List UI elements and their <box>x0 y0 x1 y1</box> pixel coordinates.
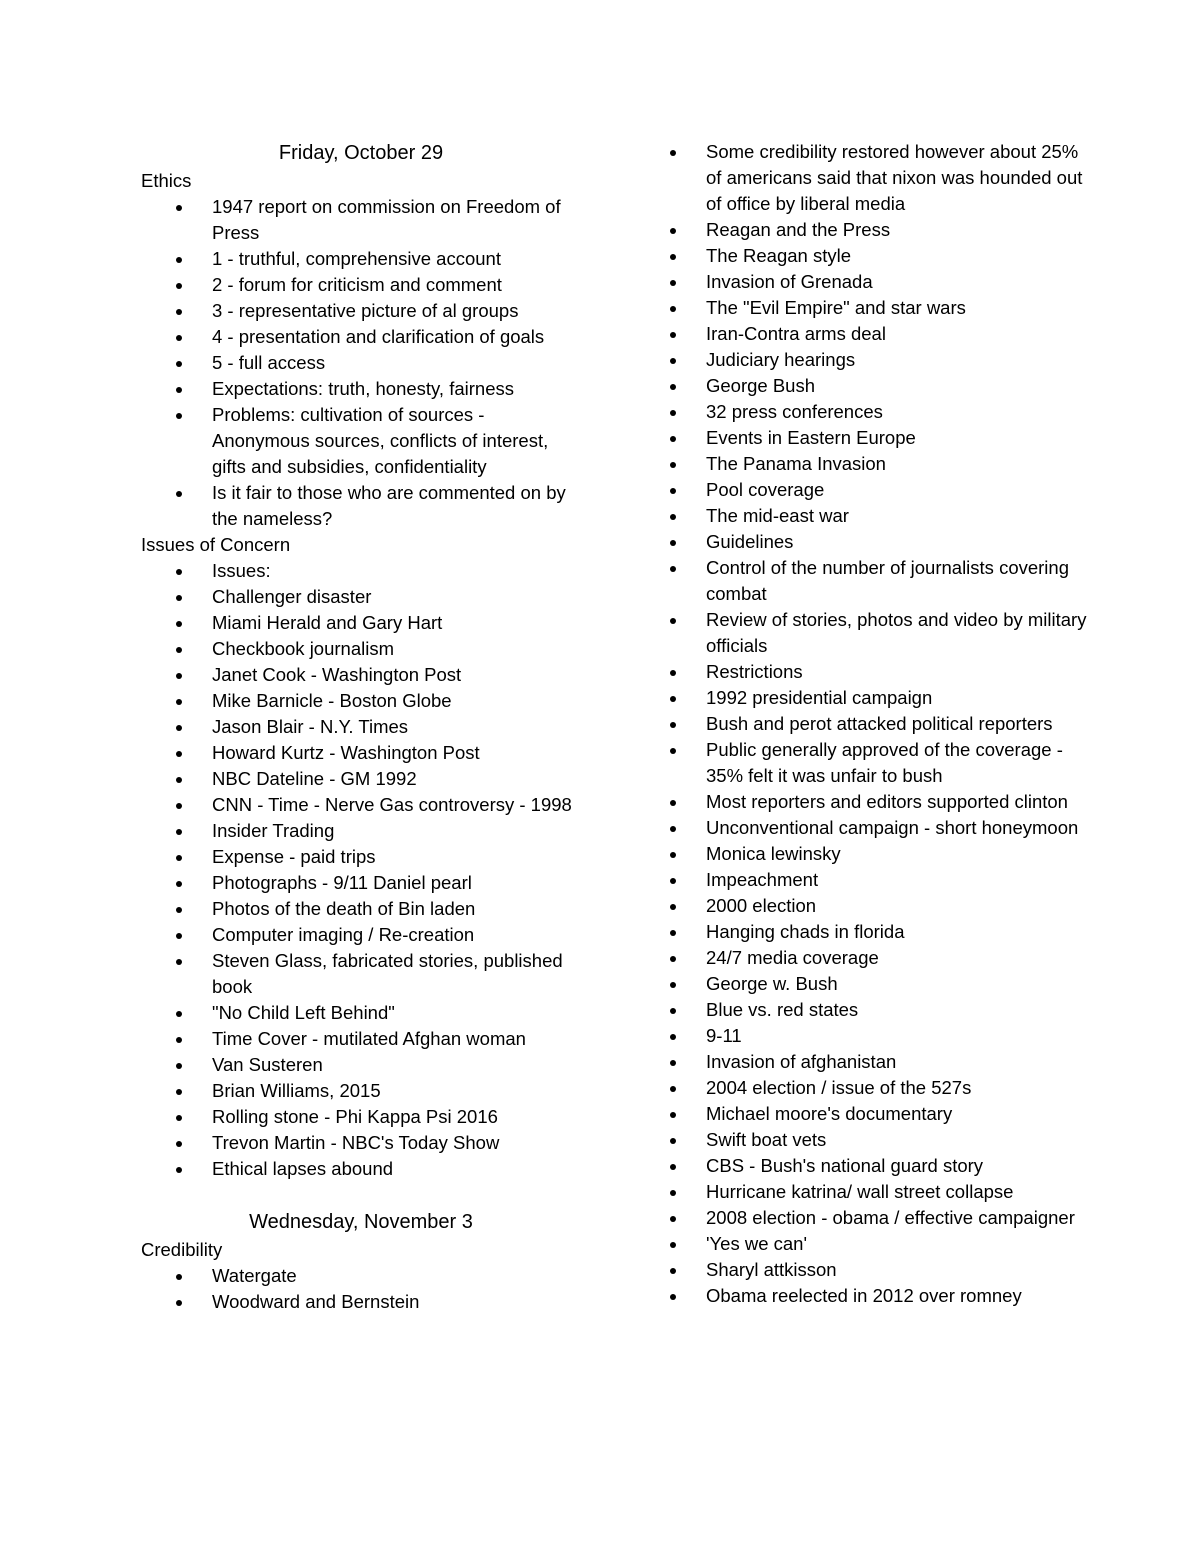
list-item <box>706 997 1090 1023</box>
bullet-icon <box>176 361 182 367</box>
list-item <box>212 324 581 350</box>
item-text: Rolling stone - Phi Kappa Psi 2016 <box>212 1106 498 1127</box>
item-text: The mid-east war <box>706 505 849 526</box>
item-text: Hanging chads in florida <box>706 921 905 942</box>
bullet-icon <box>670 696 676 702</box>
item-text: 1 - truthful, comprehensive account <box>212 248 501 269</box>
bullet-icon <box>670 436 676 442</box>
item-text: Pool coverage <box>706 479 825 500</box>
bullet-icon <box>176 1011 182 1017</box>
bullet-icon <box>176 725 182 731</box>
item-text: Mike Barnicle - Boston Globe <box>212 690 452 711</box>
list-item <box>212 766 581 792</box>
bullet-icon <box>176 491 182 497</box>
item-text: Obama reelected in 2012 over romney <box>706 1285 1022 1306</box>
bullet-icon <box>670 306 676 312</box>
item-text: Events in Eastern Europe <box>706 427 916 448</box>
bullet-icon <box>176 569 182 575</box>
bullet-icon <box>176 1141 182 1147</box>
bullet-icon <box>670 410 676 416</box>
bullet-icon <box>176 673 182 679</box>
list-item <box>212 896 581 922</box>
bullet-icon <box>176 1037 182 1043</box>
bullet-icon <box>176 699 182 705</box>
item-text: George w. Bush <box>706 973 838 994</box>
bullet-icon <box>670 904 676 910</box>
bullet-icon <box>176 647 182 653</box>
item-text: 2004 election / issue of the 527s <box>706 1077 972 1098</box>
list-item <box>706 347 1090 373</box>
item-text: Hurricane katrina/ wall street collapse <box>706 1181 1014 1202</box>
list-item <box>212 740 581 766</box>
item-text: Miami Herald and Gary Hart <box>212 612 443 633</box>
list-item <box>706 1049 1090 1075</box>
bullet-icon <box>670 930 676 936</box>
item-text: Review of stories, photos and video by military officials <box>706 609 1087 656</box>
item-text: Most reporters and editors supported clinton <box>706 791 1068 812</box>
bullet-icon <box>670 1190 676 1196</box>
list-item <box>212 1156 581 1182</box>
item-text: Janet Cook - Washington Post <box>212 664 462 685</box>
list-item <box>706 555 1090 607</box>
left-column <box>141 139 581 1315</box>
list-item <box>212 1130 581 1156</box>
item-text: Challenger disaster <box>212 586 372 607</box>
list-item <box>212 610 581 636</box>
bullet-icon <box>670 358 676 364</box>
list-item <box>212 584 581 610</box>
item-text: "No Child Left Behind" <box>212 1002 395 1023</box>
bullet-icon <box>670 852 676 858</box>
date-heading: Friday, October 29 <box>278 142 444 164</box>
list-item <box>706 269 1090 295</box>
item-text: NBC Dateline - GM 1992 <box>212 768 417 789</box>
list-item <box>706 1101 1090 1127</box>
section-heading: Credibility <box>141 1239 223 1260</box>
item-text: 1947 report on commission on Freedom of Press <box>212 196 561 243</box>
bullet-list <box>141 1263 581 1315</box>
spacer <box>141 1182 581 1208</box>
list-item <box>706 841 1090 867</box>
bullet-icon <box>176 335 182 341</box>
item-text: Monica lewinsky <box>706 843 841 864</box>
item-text: 5 - full access <box>212 352 326 373</box>
item-text: Brian Williams, 2015 <box>212 1080 381 1101</box>
list-item <box>212 350 581 376</box>
item-text: Impeachment <box>706 869 819 890</box>
bullet-icon <box>670 1216 676 1222</box>
bullet-icon <box>670 150 676 156</box>
bullet-icon <box>176 413 182 419</box>
bullet-icon <box>670 566 676 572</box>
list-item <box>212 948 581 1000</box>
bullet-icon <box>176 1300 182 1306</box>
item-text: Iran-Contra arms deal <box>706 323 886 344</box>
bullet-icon <box>176 257 182 263</box>
bullet-icon <box>670 618 676 624</box>
bullet-icon <box>176 309 182 315</box>
list-item <box>212 818 581 844</box>
item-text: Control of the number of journalists covering combat <box>706 557 1069 604</box>
list-item <box>706 685 1090 711</box>
list-item <box>706 451 1090 477</box>
bullet-icon <box>670 1060 676 1066</box>
item-text: Some credibility restored however about 25% of americans said that nixon was hounded out of office by liberal media <box>706 141 1083 214</box>
item-text: Reagan and the Press <box>706 219 891 240</box>
bullet-icon <box>176 621 182 627</box>
list-item <box>212 1000 581 1026</box>
item-text: CBS - Bush's national guard story <box>706 1155 984 1176</box>
list-item <box>706 1075 1090 1101</box>
item-text: Photos of the death of Bin laden <box>212 898 476 919</box>
list-item <box>706 1231 1090 1257</box>
item-text: Insider Trading <box>212 820 335 841</box>
list-item <box>706 945 1090 971</box>
item-text: Michael moore's documentary <box>706 1103 953 1124</box>
list-item <box>706 1179 1090 1205</box>
list-item <box>706 295 1090 321</box>
item-text: 3 - representative picture of al groups <box>212 300 519 321</box>
bullet-icon <box>176 1063 182 1069</box>
bullet-icon <box>670 722 676 728</box>
bullet-icon <box>670 514 676 520</box>
bullet-icon <box>670 1138 676 1144</box>
list-item <box>212 298 581 324</box>
item-text: Howard Kurtz - Washington Post <box>212 742 480 763</box>
item-text: Woodward and Bernstein <box>212 1291 420 1312</box>
list-item <box>212 558 581 584</box>
ethics-section <box>141 168 581 532</box>
bullet-icon <box>176 1089 182 1095</box>
bullet-icon <box>176 933 182 939</box>
list-item <box>212 1263 581 1289</box>
item-text: Public generally approved of the coverage - 35% felt it was unfair to bush <box>706 739 1063 786</box>
bullet-list <box>670 139 1090 1309</box>
item-text: 2 - forum for criticism and comment <box>212 274 502 295</box>
bullet-icon <box>670 254 676 260</box>
bullet-icon <box>176 803 182 809</box>
list-item <box>706 529 1090 555</box>
bullet-icon <box>176 283 182 289</box>
bullet-icon <box>670 800 676 806</box>
list-item <box>706 321 1090 347</box>
bullet-icon <box>670 748 676 754</box>
list-item <box>212 636 581 662</box>
item-text: 24/7 media coverage <box>706 947 879 968</box>
list-item <box>706 139 1090 217</box>
list-item <box>706 243 1090 269</box>
section-heading: Issues of Concern <box>141 534 291 555</box>
bullet-icon <box>176 595 182 601</box>
list-item <box>212 1026 581 1052</box>
item-text: Sharyl attkisson <box>706 1259 837 1280</box>
bullet-icon <box>176 1274 182 1280</box>
item-text: Jason Blair - N.Y. Times <box>212 716 409 737</box>
list-item <box>706 1283 1090 1309</box>
item-text: Swift boat vets <box>706 1129 827 1150</box>
item-text: Van Susteren <box>212 1054 323 1075</box>
list-item <box>212 1289 581 1315</box>
bullet-icon <box>670 878 676 884</box>
item-text: CNN - Time - Nerve Gas controversy - 1998 <box>212 794 572 815</box>
right-column <box>670 139 1090 1309</box>
bullet-icon <box>670 1112 676 1118</box>
list-item <box>706 217 1090 243</box>
item-text: Issues: <box>212 560 271 581</box>
item-text: 4 - presentation and clarification of goals <box>212 326 545 347</box>
list-item <box>212 1078 581 1104</box>
bullet-icon <box>176 829 182 835</box>
bullet-icon <box>670 670 676 676</box>
bullet-icon <box>670 1294 676 1300</box>
bullet-icon <box>670 1268 676 1274</box>
item-text: Watergate <box>212 1265 297 1286</box>
item-text: 'Yes we can' <box>706 1233 808 1254</box>
item-text: Ethical lapses abound <box>212 1158 394 1179</box>
bullet-icon <box>670 982 676 988</box>
item-text: 1992 presidential campaign <box>706 687 933 708</box>
item-text: The "Evil Empire" and star wars <box>706 297 966 318</box>
bullet-icon <box>176 907 182 913</box>
bullet-icon <box>670 1034 676 1040</box>
list-item <box>706 711 1090 737</box>
item-text: Restrictions <box>706 661 803 682</box>
bullet-icon <box>670 956 676 962</box>
list-item <box>212 1104 581 1130</box>
bullet-icon <box>176 959 182 965</box>
list-item <box>212 922 581 948</box>
list-item <box>706 1257 1090 1283</box>
list-item <box>706 737 1090 789</box>
bullet-icon <box>176 387 182 393</box>
bullet-icon <box>670 332 676 338</box>
day1-block <box>141 139 581 1182</box>
item-text: Is it fair to those who are commented on by the nameless? <box>212 482 566 529</box>
bullet-icon <box>670 488 676 494</box>
item-text: Checkbook journalism <box>212 638 395 659</box>
list-item <box>212 844 581 870</box>
item-text: The Panama Invasion <box>706 453 886 474</box>
bullet-icon <box>176 205 182 211</box>
date-heading: Wednesday, November 3 <box>249 1211 473 1233</box>
bullet-list <box>141 194 581 532</box>
bullet-icon <box>670 462 676 468</box>
item-text: Invasion of Grenada <box>706 271 873 292</box>
bullet-icon <box>670 1242 676 1248</box>
issues-section <box>141 532 581 1182</box>
list-item <box>706 893 1090 919</box>
list-item <box>212 376 581 402</box>
bullet-icon <box>670 1008 676 1014</box>
bullet-icon <box>176 777 182 783</box>
item-text: Expectations: truth, honesty, fairness <box>212 378 514 399</box>
item-text: Bush and perot attacked political reporters <box>706 713 1053 734</box>
list-item <box>706 659 1090 685</box>
item-text: Problems: cultivation of sources - Anonymous sources, conflicts of interest, gifts and subsidies, confidentiality <box>212 404 549 477</box>
bullet-icon <box>176 1115 182 1121</box>
list-item <box>706 815 1090 841</box>
list-item <box>212 870 581 896</box>
list-item <box>212 194 581 246</box>
list-item <box>706 1205 1090 1231</box>
item-text: Guidelines <box>706 531 794 552</box>
list-item <box>706 971 1090 997</box>
list-item <box>212 480 581 532</box>
list-item <box>706 789 1090 815</box>
bullet-icon <box>670 280 676 286</box>
bullet-icon <box>176 881 182 887</box>
list-item <box>706 399 1090 425</box>
item-text: Invasion of afghanistan <box>706 1051 897 1072</box>
list-item <box>212 688 581 714</box>
item-text: 32 press conferences <box>706 401 883 422</box>
list-item <box>706 867 1090 893</box>
item-text: 9-11 <box>706 1025 742 1046</box>
bullet-icon <box>670 826 676 832</box>
item-text: Computer imaging / Re-creation <box>212 924 475 945</box>
item-text: The Reagan style <box>706 245 852 266</box>
item-text: Steven Glass, fabricated stories, published book <box>212 950 563 997</box>
bullet-icon <box>176 1167 182 1173</box>
bullet-icon <box>670 384 676 390</box>
bullet-list <box>141 558 581 1182</box>
item-text: Unconventional campaign - short honeymoon <box>706 817 1079 838</box>
bullet-icon <box>670 1164 676 1170</box>
list-item <box>706 477 1090 503</box>
item-text: 2008 election - obama / effective campaigner <box>706 1207 1075 1228</box>
bullet-icon <box>670 540 676 546</box>
item-text: 2000 election <box>706 895 817 916</box>
bullet-icon <box>176 855 182 861</box>
bullet-icon <box>176 751 182 757</box>
bullet-icon <box>670 1086 676 1092</box>
bullet-icon <box>670 228 676 234</box>
list-item <box>706 1127 1090 1153</box>
item-text: George Bush <box>706 375 816 396</box>
section-heading: Ethics <box>141 170 192 191</box>
list-item <box>212 792 581 818</box>
list-item <box>706 373 1090 399</box>
day2-block <box>141 1208 581 1315</box>
item-text: Time Cover - mutilated Afghan woman <box>212 1028 526 1049</box>
item-text: Judiciary hearings <box>706 349 856 370</box>
list-item <box>706 425 1090 451</box>
credibility-section <box>141 1237 581 1315</box>
list-item <box>212 1052 581 1078</box>
list-item <box>212 714 581 740</box>
item-text: Photographs - 9/11 Daniel pearl <box>212 872 472 893</box>
item-text: Blue vs. red states <box>706 999 859 1020</box>
list-item <box>706 1023 1090 1049</box>
item-text: Trevon Martin - NBC's Today Show <box>212 1132 500 1153</box>
list-item <box>212 246 581 272</box>
list-item <box>706 1153 1090 1179</box>
list-item <box>706 919 1090 945</box>
list-item <box>212 402 581 480</box>
list-item <box>706 503 1090 529</box>
list-item <box>706 607 1090 659</box>
list-item <box>212 272 581 298</box>
list-item <box>212 662 581 688</box>
item-text: Expense - paid trips <box>212 846 376 867</box>
